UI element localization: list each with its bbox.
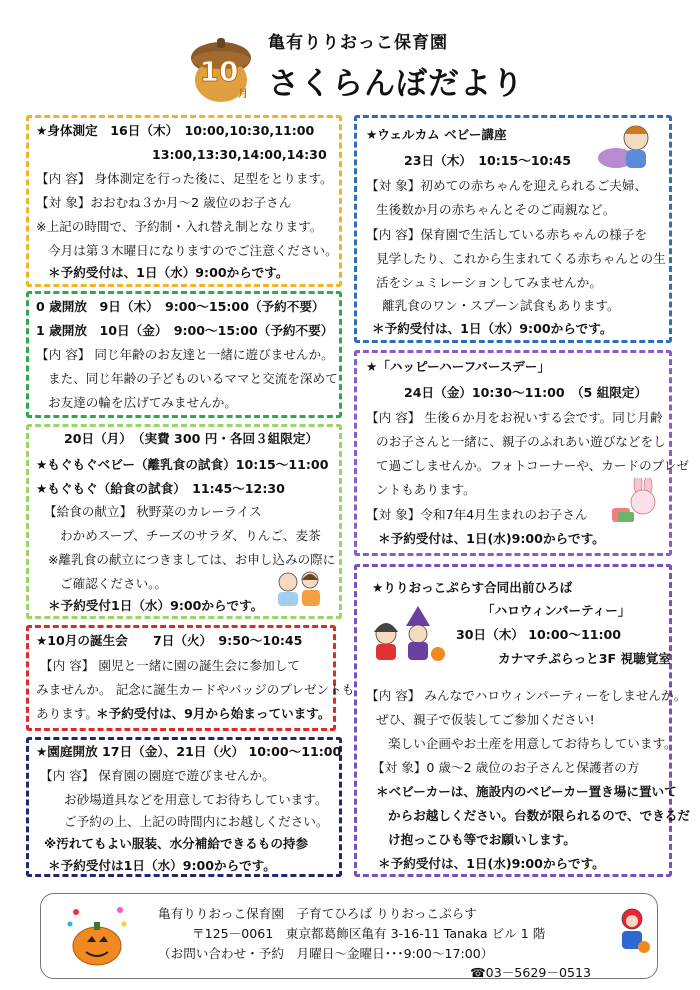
halloween-event: 「ハロウィンパーティー」 xyxy=(482,603,631,618)
halloween-stroller-3: け抱っこひも等でお願いします。 xyxy=(388,832,576,847)
half-birthday-date: 24日（金）10:30～11:00 （5 組限定） xyxy=(404,385,648,400)
welcome-content-2: 見学したり、これから生まれてくる赤ちゃんとの生 xyxy=(376,251,666,266)
mogumogu-menu: 【給食の献立】 秋野菜のカレーライス xyxy=(44,504,262,519)
footer-organization: 亀有りりおっこ保育園 子育てひろば りりおっこぷらす xyxy=(158,906,477,921)
nursery-name: 亀有りりおっこ保育園 xyxy=(268,33,448,53)
half-birthday-content: 【内 容】 生後６か月をお祝いする会です。同じ月齢 xyxy=(366,410,663,425)
welcome-target: 【対 象】初めての赤ちゃんを迎えられるご夫婦、 xyxy=(366,178,648,193)
mogumogu-note: ※離乳食の献立につきましては、お申し込みの際に xyxy=(48,552,336,567)
mogumogu-date: 20日（月） （実費 300 円・各回３組限定） xyxy=(64,431,319,446)
open-room-0yo: 0 歳開放 9日（木） 9:00～15:00（予約不要） xyxy=(36,299,325,314)
welcome-content-3: 活をシュミレーションしてみませんか。 xyxy=(376,275,602,290)
footer-address: 〒125－0061 東京都葛飾区亀有 3-16-11 Tanaka ビル 1 階 xyxy=(192,926,546,941)
open-room-content: 【内 容】 同じ年齢のお友達と一緒に遊びませんか。 xyxy=(36,347,334,362)
footer-phone: ☎03－5629－0513 xyxy=(470,965,591,980)
garden-note: ※汚れてもよい服装、水分補給できるもの持参 xyxy=(44,836,309,851)
halloween-title: ★りりおっこぷらす合同出前ひろば xyxy=(372,580,573,595)
physical-exam-content: 【内 容】 身体測定を行った後に、足型をとります。 xyxy=(36,171,333,186)
bunny-illustration xyxy=(608,478,662,526)
mogumogu-reserve: ＊予約受付1日（水）9:00からです。 xyxy=(48,598,264,613)
half-birthday-content-2: のお子さんと一緒に、親子のふれあい遊びなどをし xyxy=(376,434,666,449)
welcome-content: 【内 容】保育園で生活している赤ちゃんの様子を xyxy=(366,227,648,242)
halloween-content-2: ぜひ、親子で仮装してご参加ください! xyxy=(376,712,595,727)
mogumogu-menu-2: わかめスープ、チーズのサラダ、りんご、麦茶 xyxy=(60,528,321,543)
month-suffix: 月 xyxy=(238,89,248,100)
physical-exam-times: ★身体測定 16日（木） 10:00,10:30,11:00 xyxy=(36,123,315,138)
garden-content-2: お砂場道具などを用意してお待ちしています。 xyxy=(64,792,328,807)
newsletter-title: さくらんぼだより xyxy=(268,66,524,102)
footer-hours: （お問い合わせ・予約 月曜日～金曜日･･･9:00～17:00） xyxy=(158,946,494,961)
birthday-time: ★10月の誕生会 7日（火） 9:50～10:45 xyxy=(36,633,303,648)
halloween-target: 【対 象】0 歳～2 歳位のお子さんと保護者の方 xyxy=(372,760,640,775)
garden-content: 【内 容】 保育園の園庭で遊びませんか。 xyxy=(40,768,275,783)
half-birthday-target: 【対 象】令和7年4月生まれのお子さん xyxy=(366,507,588,522)
half-birthday-content-3: て過ごしませんか。フォトコーナーや、カードのプレゼ xyxy=(376,458,689,473)
welcome-date: 23日（木） 10:15～10:45 xyxy=(404,153,571,168)
halloween-reserve: ＊予約受付は、1日(水)9:00からです。 xyxy=(378,856,605,871)
welcome-content-4: 離乳食のワン・スプーン試食もあります。 xyxy=(382,298,620,313)
physical-exam-reserve: ＊予約受付は、1日（水）9:00からです。 xyxy=(48,265,289,280)
birthday-reserve: ＊予約受付は、9月から始まっています。 xyxy=(96,706,331,721)
pumpkin-icon xyxy=(62,902,132,970)
baby-illustration xyxy=(594,120,654,172)
garden-content-3: ご予約の上、上記の時間内にお越しください。 xyxy=(64,814,329,829)
garden-reserve: ＊予約受付は1日（水）9:00からです。 xyxy=(48,858,276,873)
halloween-stroller-2: からお越しください。台数が限られるので、できるだ xyxy=(388,808,690,823)
month-number: 10 xyxy=(199,55,239,88)
physical-exam-target: 【対 象】おおむね３か月～2 歳位のお子さん xyxy=(36,195,292,210)
trick-or-treat-kids-icon xyxy=(612,905,652,955)
halloween-content-3: 楽しい企画やお土産を用意してお待ちしています。 xyxy=(388,736,677,751)
birthday-content-2: みませんか。 記念に誕生カードやバッジのプレゼントも xyxy=(36,682,355,697)
open-room-content-2: また、同じ年齢の子どものいるママと交流を深めて xyxy=(48,371,338,386)
open-room-content-3: お友達の輪を広げてみませんか。 xyxy=(48,395,237,410)
welcome-title: ★ウェルカム ベビー講座 xyxy=(366,127,507,142)
open-room-1yo: 1 歳開放 10日（金） 9:00～15:00（予約不要） xyxy=(36,323,334,338)
birthday-content-3: あります。 xyxy=(36,706,98,721)
welcome-reserve: ＊予約受付は、1日（水）9:00からです。 xyxy=(372,321,613,336)
parent-child-illustration xyxy=(272,568,328,608)
halloween-date: 30日（木） 10:00～11:00 xyxy=(456,627,622,642)
halloween-kids-illustration xyxy=(368,604,448,664)
physical-exam-times-2: 13:00,13:30,14:00,14:30 xyxy=(152,147,327,162)
mogumogu-meal: ★もぐもぐ（給食の試食） 11:45～12:30 xyxy=(36,481,285,496)
physical-exam-note: ※上記の時間で、予約制・入れ替え制となります。 xyxy=(36,219,323,234)
birthday-content: 【内 容】 園児と一緒に園の誕生会に参加して xyxy=(40,658,300,673)
mogumogu-baby: ★もぐもぐベビー（離乳食の試食）10:15～11:00 xyxy=(36,457,329,472)
half-birthday-reserve: ＊予約受付は、1日(水)9:00からです。 xyxy=(378,531,605,546)
welcome-target-2: 生後数か月の赤ちゃんとそのご両親など。 xyxy=(376,202,616,217)
garden-time: ★園庭開放 17日（金）、21日（火） 10:00～11:00 xyxy=(36,744,342,759)
halloween-content: 【内 容】 みんなでハロウィンパーティーをしませんか。 xyxy=(366,688,687,703)
half-birthday-content-4: ントもあります。 xyxy=(376,482,476,497)
half-birthday-title: ★「ハッピーハーフバースデー」 xyxy=(366,359,550,374)
halloween-stroller: ＊ベビーカーは、施設内のベビーカー置き場に置いて xyxy=(376,784,677,799)
mogumogu-note-2: ご確認ください。。 xyxy=(60,576,168,591)
physical-exam-note-2: 今月は第３木曜日になりますのでご注意ください。 xyxy=(48,243,338,258)
halloween-place: カナマチぷらっと3F 視聴覚室 xyxy=(498,651,671,666)
